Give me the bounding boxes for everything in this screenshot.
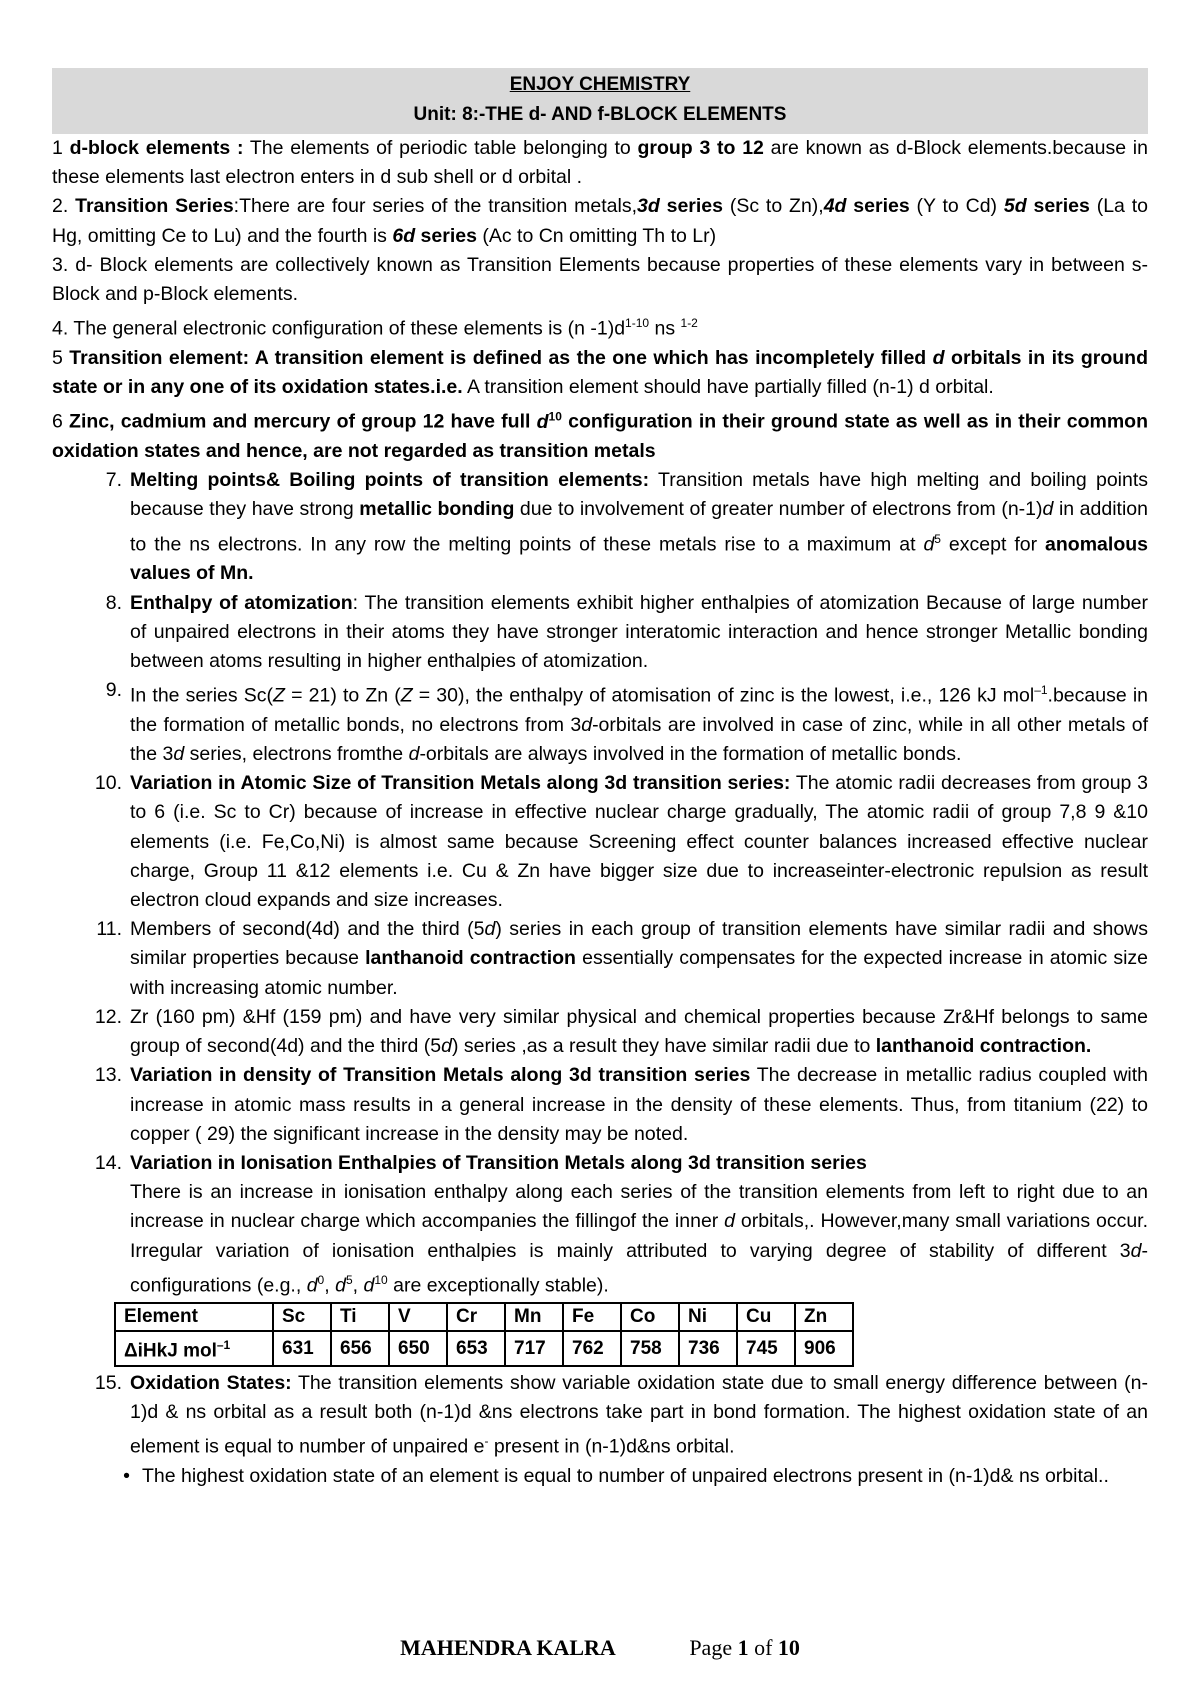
table-cell: 631	[273, 1331, 331, 1365]
list-item-13: 13. Variation in density of Transition Metals along 3d transition series The decrease in metallic radius coupled with increase in atomic mass results in a general increase in the density of these elements. Thus, from titanium (22) to copper ( 29) the significant increase in the density may be noted.	[94, 1064, 1149, 1145]
ionisation-enthalpy-table	[114, 1302, 854, 1366]
table-header-cell: V	[389, 1303, 447, 1331]
document-page	[52, 68, 1148, 1491]
table-cell: 745	[737, 1331, 795, 1365]
header-title: ENJOY CHEMISTRY	[509, 74, 691, 95]
para-4: 4. The general electronic configuration of these elements is (n $-1)d^{1-10}$ ns $^{1-2}$	[52, 316, 698, 340]
bullet-icon: •	[123, 1464, 130, 1487]
table-cell: 650	[389, 1331, 447, 1365]
para-5: 5 Transition element: A transition element is defined as the one which has incompletely filled d orbitals in its ground state or in any one of its oxidation states.i.e. A transition element should have partially filled (n-1) d orbital.	[52, 346, 1148, 399]
table-cell: 906	[795, 1331, 853, 1365]
para-6: 6 Zinc, cadmium and mercury of group 12 have full $d^{10}$ configuration in their ground state as well as in their common oxidation states and hence, are not regarded as transition metals	[52, 409, 1148, 463]
para-3: 3. d- Block elements are collectively known as Transition Elements because properties of these elements vary in between s-Block and p-Block elements.	[52, 253, 1148, 306]
list-item-11: 11. Members of second(4d) and the third (5d) series in each group of transition elements have similar radii and shows similar properties because lanthanoid contraction essentially compensates for the expected increase in atomic size with increasing atomic number.	[96, 918, 1149, 999]
para-1: 1 d-block elements : The elements of periodic table belonging to group 3 to 12 are known as d-Block elements.because in these elements last electron enters in d sub shell or d orbital .	[52, 137, 1148, 189]
table-header-cell: Fe	[563, 1303, 621, 1331]
list-item-12: 12. Zr (160 pm) &Hf (159 pm) and have very similar physical and chemical properties because Zr&Hf belongs to same group of second(4d) and the third (5d) series ,as a result they have similar radii due to lanthanoid contraction.	[94, 1005, 1148, 1058]
document-header	[52, 68, 1148, 134]
para-2: 2. Transition Series:There are four series of the transition metals,3d series (Sc to Zn),4d series (Y to Cd) 5d series (La to Hg, omitting Ce to Lu) and the fourth is 6d series (Ac to Cn omitting Th to Lr)	[52, 195, 1148, 247]
table-header-cell: Zn	[795, 1303, 853, 1331]
table-header-cell: Ni	[679, 1303, 737, 1331]
list-item-9: 9. In the series Sc(Z = 21) to Zn (Z = 30), the enthalpy of atomisation of zinc is the lowest, i.e., 126 kJ mol$^{-1}$.because in the formation of metallic bonds, no electrons from 3d-orbitals are involved in case of zinc, while in all other metals of the 3d series, electrons fromthe d-orbitals are always involved in the formation of metallic bonds.	[105, 679, 1149, 766]
list-item-15: 15. Oxidation States: The transition elements show variable oxidation state due to small energy difference between (n-1)d & ns orbital as a result both (n-1)d &ns electrons take part in bond formation. The highest oxidation state of an element is equal to number of unpaired e- present in (n-1)d&ns orbital.	[94, 1371, 1148, 1458]
list-item-14: 14. Variation in Ionisation Enthalpies of Transition Metals along 3d transition series There is an increase in ionisation enthalpy along each series of the transition elements from left to right due to an increase in nuclear charge which accompanies the fillingof the inner d orbitals,. However,many small variations occur. Irregular variation of ionisation enthalpies is mainly attributed to varying degree of stability of different 3d-configurations (e.g., $d^0$, $d^5$, $d^{10}$ are exceptionally stable).	[94, 1151, 1148, 1297]
table-cell: 758	[621, 1331, 679, 1365]
table-header-cell: Co	[621, 1303, 679, 1331]
list-item-7: 7. Melting points& Boiling points of transition elements: Transition metals have high melting and boiling points because they have strong metallic bonding due to involvement of greater number of electrons from (n-1)d in addition to the ns electrons. In any row the melting points of these metals rise to a maximum at $d^5$ except for anomalous values of Mn.	[105, 469, 1149, 585]
table-header-cell: Ti	[331, 1303, 389, 1331]
table-cell: 653	[447, 1331, 505, 1365]
table-header-cell: Sc	[273, 1303, 331, 1331]
table-cell: 736	[679, 1331, 737, 1365]
page-number: Page 1 of 10	[689, 1635, 800, 1660]
table-header-cell: Cu	[737, 1303, 795, 1331]
table-cell: 656	[331, 1331, 389, 1365]
bullet-item: • The highest oxidation state of an element is equal to number of unpaired electrons present in (n-1)d& ns orbital..	[52, 1462, 1148, 1491]
table-row	[115, 1303, 853, 1331]
table-row-label: ΔiHkJ mol$^{-1}$	[115, 1331, 273, 1365]
table-header-cell: Cr	[447, 1303, 505, 1331]
table-header-cell: Element	[115, 1303, 273, 1331]
list-item-8: 8. Enthalpy of atomization: The transition elements exhibit higher enthalpies of atomization Because of large number of unpaired electrons in their atoms they have stronger interatomic interaction and hence stronger Metallic bonding between atoms resulting in higher enthalpies of atomization.	[105, 591, 1149, 672]
header-unit: Unit: 8:-THE d- AND f-BLOCK ELEMENTS	[413, 104, 787, 125]
table-header-cell: Mn	[505, 1303, 563, 1331]
footer-author: MAHENDRA KALRA	[400, 1635, 616, 1660]
page-footer	[0, 1635, 1200, 1661]
table-row	[115, 1331, 853, 1365]
table-cell: 717	[505, 1331, 563, 1365]
table-cell: 762	[563, 1331, 621, 1365]
list-item-10: 10. Variation in Atomic Size of Transition Metals along 3d transition series: The atomic radii decreases from group 3 to 6 (i.e. Sc to Cr) because of increase in effective nuclear charge gradually, The atomic radii of group 7,8 9 &10 elements (i.e. Fe,Co,Ni) is almost same because Screening effect counter balances increased effective nuclear charge, Group 11 &12 elements i.e. Cu & Zn have bigger size due to increaseinter-electronic repulsion as result electron cloud expands and size increases.	[94, 772, 1148, 912]
